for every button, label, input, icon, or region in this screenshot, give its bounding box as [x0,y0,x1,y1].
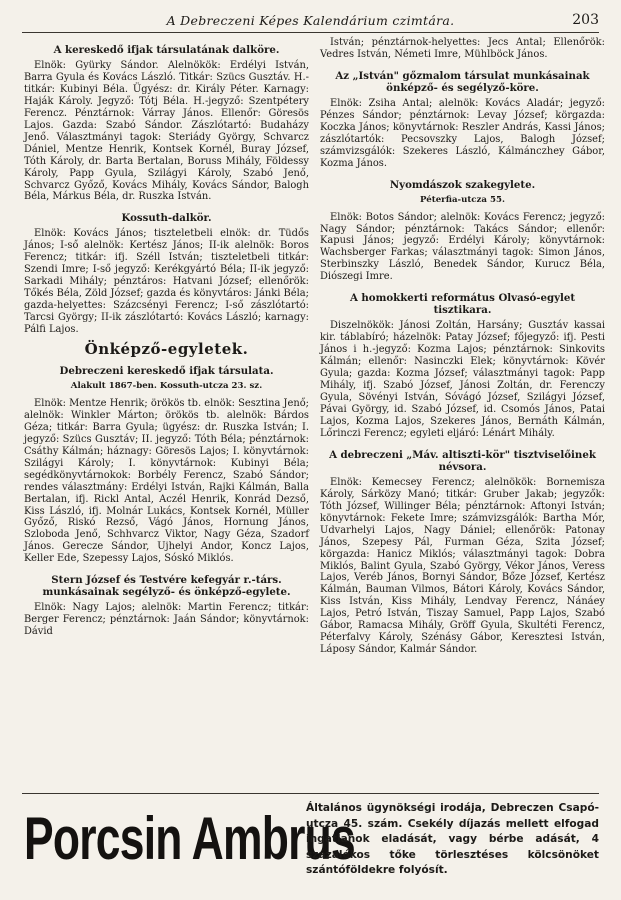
section-body-istvan: Elnök: Zsiha Antal; alelnök: Kovács Aladár; jegyző: Pénzes Sándor; pénztárnok: Levay József; körgazda: Koczka János; könyvtárnok: Reszler András, Kassi János; zászlótartók: Pecsovszky Lajos, Balogh József; számvizsgálók: Szekeres László, Kálmánczhey Gábor, Kozma János. [320,97,605,169]
section-body-stern-continued: István; pénztárnok-helyettes: Jecs Antal; Ellenőrök: Vedres István, Németi Imre, Mühlböck János. [320,37,605,60]
section-title-kossuth: Kossuth-dalkör. [121,212,212,225]
chapter-heading: Önképző-egyletek. [84,340,249,359]
running-title: A Debreczeni Képes Kalendárium czimtára. [166,13,455,28]
page-header [22,10,599,33]
advert-text: Általános ügynökségi irodája, Debreczen Csapó-utcza 45. szám. Csekély díjazás mellett elfogad ingatlanok eladását, vagy bérbe adását, 4 százalékos tőke törlesztéses kölcsönöket szántóföldekre folyósít. [306,802,599,876]
section-title-dalkor: A kereskedő ifjak társulatának dalköre. [53,44,280,56]
section-body-stern: Elnök: Nagy Lajos; alelnök: Martin Ferencz; titkár: Berger Ferencz; pénztárnok: Jaán Sándor; könyvtárnok: Dávid [24,602,309,638]
section-title-istvan: Az „István" gőzmalom társulat munkásainak önképző- és segélyző-köre. [335,69,590,94]
section-subtitle-nyomdaszok: Péterfia-utcza 55. [420,194,505,205]
left-column [24,44,309,644]
section-body-mav: Elnök: Kemecsey Ferencz; alelnökök: Bornemisza Károly, Sárközy Manó; titkár: Gruber Jakab; jegyzők: Tóth József, Willinger Béla; pénztárnok: Aftonyi István; könyvtárnok: Fekete Imre; számvizsgálók: Bartha Mór, Udvarhelyi Lajos, Nagy Dániel; ellenőrök: Patonay János, Szepesy Pál, Furman Géza, Szita József; körgazda: Hanicz Miklós; választmányi tagok: Dobra Miklós, Balint Gyula, Szabó György, Vékor János, Veress Lajos, Veréb János, Bornyi Sándor, Bőze József, Kertész Kálmán, Bauman Vilmos, Bátori Károly, Kovács Sándor, Kiss István, Kiss Mihály, Lendvay Ferencz, Nánáey Lajos, Petró István, Tiszay Samuel, Papp Lajos, Szabó Gábor, Ramacsa Mihály, Gröff Gyula, Skultéti Ferencz, Péterfalvy Károly, Szénásy Gábor, Keresztesi István, Láposy Sándor, Kalmár Sándor. [320,476,605,656]
section-title-homokkerti: A homokkerti református Olvasó-egylet tisztikara. [349,292,576,317]
section-body-kereskedo: Elnök: Mentze Henrik; örökös tb. elnök: Sesztina Jenő; alelnök: Winkler Márton; örökös tb. alelnök: Bárdos Géza; titkár: Barra Gyula; ügyész: dr. Ruszka István; I. jegyző: Szücs Gusztáv; II. jegyző: Tóth Béla; pénztárnok: Csáthy Kálmán; háznagy: Göresös Lajos; I. könyvtárnok: Szilágyi Károly; I. könyvtárnok: Kubinyi Béla; segédkönyvtárnokok: Borbély Ferencz, Szabó Sándor; rendes választmány: Erdélyi István, Rajki Kálmán, Balla Bertalan, ifj. Rickl Antal, Aczél Henrik, Konrád Dezső, Kiss László, ifj. Molnár Lukács, Kontsek Kornél, Müller Győző, Riskó Rezső, Vágó János, Hornung János, Szloboda Jenő, Schhvarcz Viktor, Nagy Géza, Szadorf János. Gerecze Sándor, Ujhelyi Andor, Koncz Lajos, Keller Ede, Szepessy Lajos, Sóskó Miklós. [24,397,309,565]
section-body-homokkerti: Diszelnökök: Jánosi Zoltán, Harsány; Gusztáv kassai kir. táblabíró; házelnök: Patay József; főjegyző: ifj. Pesti János i h.-jegyző: Kozma Lajos; pénztárnok: Sinkovits Kálmán; ellenőr: Nasinczki Elek; könyvtárnok: Kövér Gyula; gazda: Kozma József; választmányi tagok: Papp Mihály, ifj. Szabó József, Jánosi Zoltán, dr. Ferenczy Gyula, Sövényi István, Sóvágó József, Szilágyi József, Pávai György, id. Szabó József, id. Csomós János, Patai Lajos, Kozma Lajos, Szekeres János, Bernáth Kálmán, Lőrinczi Ferencz; egyleti eljáró: Lénárt Mihály. [320,320,605,439]
section-subtitle-kereskedo: Alakult 1867-ben. Kossuth-utcza 23. sz. [70,380,263,391]
section-title-nyomdaszok: Nyomdászok szakegylete. [389,178,536,191]
right-column [320,37,605,662]
section-title-kereskedo: Debreczeni kereskedő ifjak társulata. [59,364,274,377]
advertisement [22,799,599,881]
section-body-kossuth: Elnök: Kovács János; tiszteletbeli elnök: dr. Tüdős János; I-ső alelnök: Kertész János; II-ik alelnök: Boros Ferencz; titkár: ifj. Széll István; tiszteletbeli titkár: Szendi Imre; I-ső jegyző: Kerékgyártó Béla; II-ik jegyző: Sarkadi Mihály; pénztáros: Hatvani József; ellenőrök: Tőkés Béla, Zöld József; gazda és könyvtáros: Jánki Béla; gazda-helyettes: Százcsényi Ferencz; I-ső zászlótartó: Tarcsi György; II-ik zászlótartó: Kovács László; karnagy: Pálfi Lajos. [24,228,309,336]
advert-divider [22,793,599,794]
section-title-mav: A debreczeni „Máv. altiszti-kör" tisztviselőinek névsora. [329,448,596,473]
section-title-stern: Stern József és Testvére kefegyár r.-társ. munkásainak segélyző- és önképző-egylete. [42,574,291,599]
page-number: 203 [572,12,599,28]
section-body-nyomdaszok: Elnök: Botos Sándor; alelnök: Kovács Ferencz; jegyző: Nagy Sándor; pénztárnok: Takács Sándor; ellenőr: Kapusi János; jegyző: Erdélyi Károly; könyvtárnok: Wachsberger Farkas; választmányi tagok: Simon János, Sterbinszky László, Benedek Sándor, Kurucz Béla, Diószegi Imre. [320,211,605,283]
section-body-dalkor: Elnök: Gyürky Sándor. Alelnökök: Erdélyi István, Barra Gyula és Kovács László. Titkár: Szücs Gusztáv. H.-titkár: Kubinyi Béla. Ügyész: dr. Király Péter. Karnagy: Haják Károly. Jegyző: Tótj Béla. H.-jegyző: Szentpétery Ferencz. Pénztárnok: Várray János. Ellenőr: Göresös Lajos. Gazda: Szabó Sándor. Zászlótartó: Budaházy Jenő. Választmányi tagok: Steriády György, Schvarcz Dániel, Mentze Henrik, Kontsek Kornél, Buray József, Tóth Károly, dr. Barta Bertalan, Boruss Mihály, Földessy Károly, Papp Gyula, Szilágyi Károly, Szabó Jenő, Schvarcz Győző, Kovács Mihály, Kovács Sándor, Balogh Béla, Márkus Béla, dr. Ruszka István. [24,60,309,203]
advert-name: Porcsin Ambrus [24,805,355,872]
